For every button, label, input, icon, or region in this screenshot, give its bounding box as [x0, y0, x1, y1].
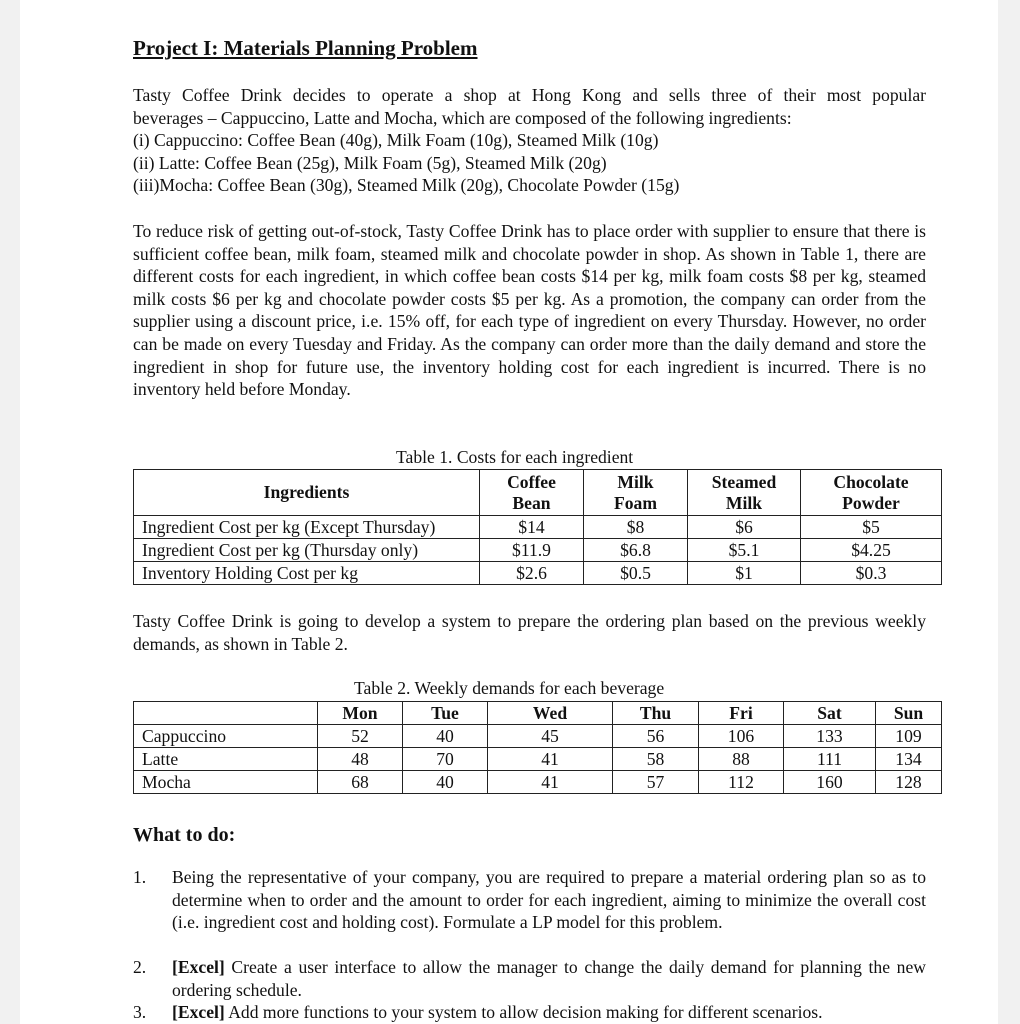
table1-col-header: Chocolate Powder [801, 470, 942, 516]
table-cell: 41 [488, 771, 613, 794]
day-header: Mon [318, 702, 403, 725]
table-cell: $6.8 [584, 539, 688, 562]
table-cell: 112 [699, 771, 784, 794]
ingredient-cost-table [133, 469, 942, 585]
table-cell: $5 [801, 516, 942, 539]
table-cell: $0.5 [584, 562, 688, 585]
intro-line: beverages – Cappuccino, Latte and Mocha, which are composed of the following ingredients: [133, 107, 792, 128]
table-cell: 133 [784, 725, 876, 748]
beverage-label: Latte [134, 748, 318, 771]
table-cell: $8 [584, 516, 688, 539]
table-cell: 106 [699, 725, 784, 748]
task-number: 2. [133, 957, 147, 977]
excel-tag: [Excel] [172, 1002, 225, 1022]
day-header: Sat [784, 702, 876, 725]
table1-row-label: Inventory Holding Cost per kg [134, 562, 480, 585]
table-row [134, 748, 942, 771]
what-to-do-heading: What to do: [133, 824, 236, 846]
intro-line: (i) Cappuccino: Coffee Bean (40g), Milk Foam (10g), Steamed Milk (10g) [133, 130, 659, 151]
table-cell: 128 [876, 771, 942, 794]
task-text: Being the representative of your company, you are required to prepare a material ordering plan so as to determine when to order and the amount to order for each ingredient, aiming to minimize the overall cost (i.e. ingredient cost and holding cost). Formulate a LP model for this problem. [172, 867, 926, 933]
intro-line: Tasty Coffee Drink decides to operate a shop at Hong Kong and sells three of their most popular [133, 85, 926, 105]
intro-paragraph [133, 84, 926, 197]
system-paragraph: Tasty Coffee Drink is going to develop a system to prepare the ordering plan based on the previous weekly demands, as shown in Table 2. [133, 611, 926, 654]
table-cell: 56 [613, 725, 699, 748]
table1-col-header: Milk Foam [584, 470, 688, 516]
table1-col-header: Coffee Bean [480, 470, 584, 516]
day-header: Wed [488, 702, 613, 725]
task-item [133, 956, 926, 1001]
table-cell: 40 [403, 771, 488, 794]
table-cell: 57 [613, 771, 699, 794]
table-row [134, 562, 942, 585]
table-cell: 58 [613, 748, 699, 771]
task-text: [Excel] Add more functions to your system to allow decision making for different scenarios. [172, 1002, 823, 1022]
table-cell: 40 [403, 725, 488, 748]
table1-header-row [134, 470, 942, 516]
excel-tag: [Excel] [172, 957, 225, 977]
table-cell: $2.6 [480, 562, 584, 585]
table1-row-header: Ingredients [134, 470, 480, 516]
table-cell: 109 [876, 725, 942, 748]
day-header: Thu [613, 702, 699, 725]
table-cell: 48 [318, 748, 403, 771]
table-cell: 68 [318, 771, 403, 794]
table-cell: 111 [784, 748, 876, 771]
table-row [134, 539, 942, 562]
table1-row-label: Ingredient Cost per kg (Thursday only) [134, 539, 480, 562]
weekly-demand-table [133, 701, 942, 794]
table-row [134, 771, 942, 794]
table2-corner-cell [134, 702, 318, 725]
table-cell: 52 [318, 725, 403, 748]
task-item [133, 866, 926, 934]
table-cell: 41 [488, 748, 613, 771]
table-cell: $5.1 [688, 539, 801, 562]
table-cell: 160 [784, 771, 876, 794]
task-item [133, 1001, 926, 1024]
table-cell: $0.3 [801, 562, 942, 585]
intro-line: (ii) Latte: Coffee Bean (25g), Milk Foam (5g), Steamed Milk (20g) [133, 152, 607, 173]
table-cell: $6 [688, 516, 801, 539]
table1-caption: Table 1. Costs for each ingredient [396, 447, 634, 467]
task-number: 3. [133, 1002, 147, 1022]
table-cell: $4.25 [801, 539, 942, 562]
beverage-label: Cappuccino [134, 725, 318, 748]
table-cell: $1 [688, 562, 801, 585]
day-header: Tue [403, 702, 488, 725]
table2-caption: Table 2. Weekly demands for each beverage [354, 678, 665, 698]
table1-col-header: Steamed Milk [688, 470, 801, 516]
table2-header-row [134, 702, 942, 725]
table1-row-label: Ingredient Cost per kg (Except Thursday) [134, 516, 480, 539]
risk-paragraph: To reduce risk of getting out-of-stock, Tasty Coffee Drink has to place order with supplier to ensure that there is sufficient coffee bean, milk foam, steamed milk and chocolate powder in shop. As shown in Table 1, there are different costs for each ingredient, in which coffee bean costs $14 per kg, milk foam costs $8 per kg, steamed milk costs $6 per kg and chocolate powder costs $5 per kg. As a promotion, the company can order from the supplier using a discount price, i.e. 15% off, for each type of ingredient on every Thursday. However, no order can be made on every Tuesday and Friday. As the company can order more than the daily demand and store the ingredient in shop for future use, the inventory holding cost for each ingredient is incurred. There is no inventory held before Monday. [133, 221, 926, 400]
table-cell: $11.9 [480, 539, 584, 562]
table-cell: 134 [876, 748, 942, 771]
table-row [134, 725, 942, 748]
table-cell: 88 [699, 748, 784, 771]
table-cell: $14 [480, 516, 584, 539]
day-header: Sun [876, 702, 942, 725]
task-number: 1. [133, 867, 147, 887]
table-row [134, 516, 942, 539]
table-cell: 45 [488, 725, 613, 748]
day-header: Fri [699, 702, 784, 725]
page-title: Project I: Materials Planning Problem [133, 36, 478, 60]
task-text: [Excel] Create a user interface to allow the manager to change the daily demand for planning the new ordering schedule. [172, 957, 926, 1000]
table-cell: 70 [403, 748, 488, 771]
beverage-label: Mocha [134, 771, 318, 794]
document-page [20, 0, 998, 1024]
intro-line: (iii)Mocha: Coffee Bean (30g), Steamed Milk (20g), Chocolate Powder (15g) [133, 175, 680, 196]
